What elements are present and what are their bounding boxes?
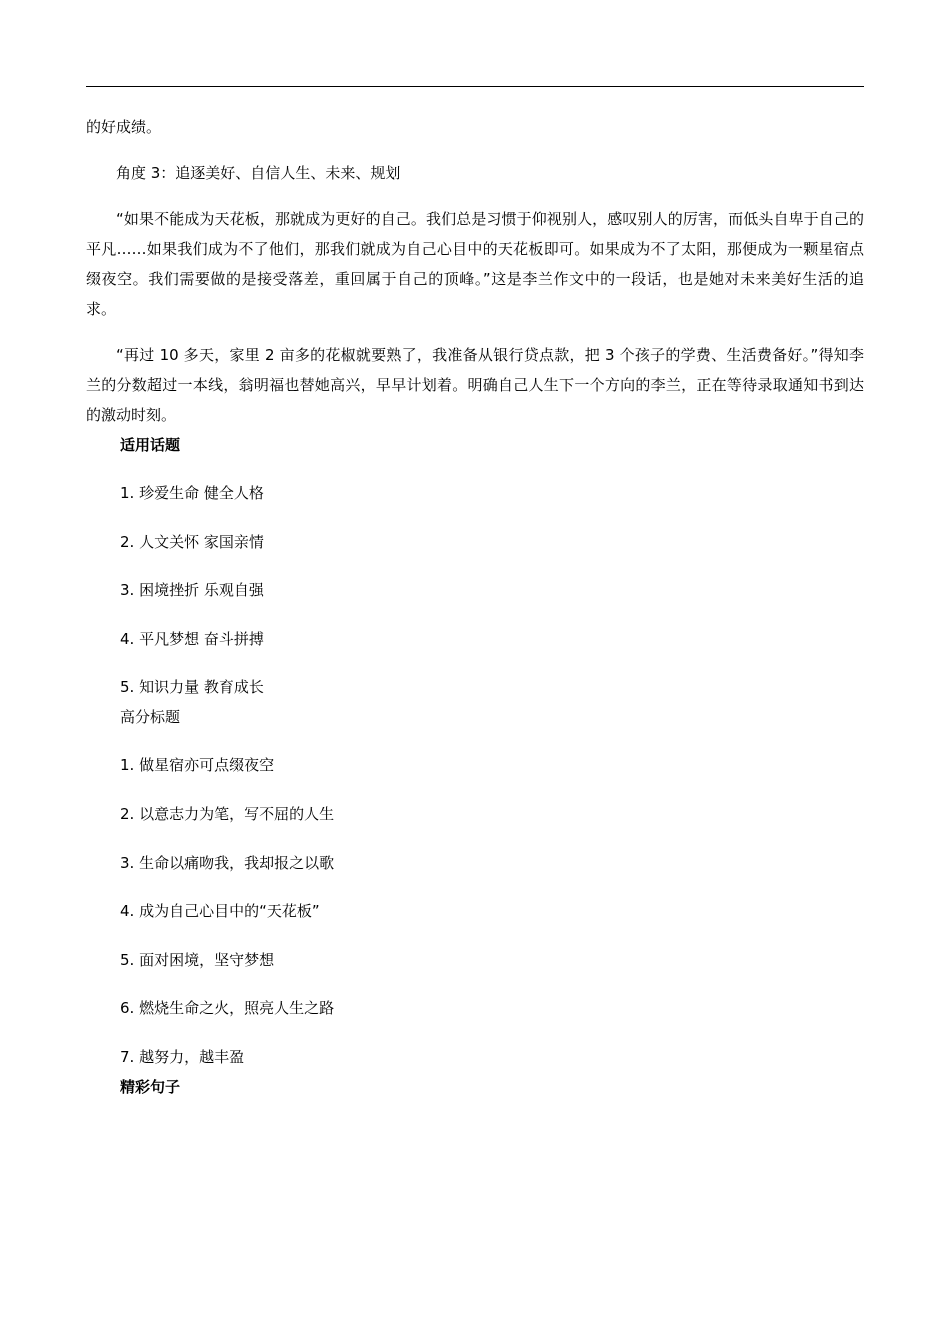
- sentences-heading: 精彩句子: [120, 1077, 181, 1096]
- document-body: [86, 112, 864, 1102]
- angle-3-heading: 角度 3：追逐美好、自信人生、未来、规划: [116, 164, 401, 182]
- paragraph-quote-pepper: “再过 10 多天，家里 2 亩多的花椒就要熟了，我准备从银行贷点款，把 3 个孩子的学费、生活费备好。”得知李兰的分数超过一本线，翁明福也替她高兴，早早计划着。明确自己人生下一个方向的李兰，正在等待录取通知书到达的激动时刻。: [86, 346, 864, 424]
- paragraph-quote-ceiling: “如果不能成为天花板，那就成为更好的自己。我们总是习惯于仰视别人，感叹别人的厉害，而低头自卑于自己的平凡……如果我们成为不了他们，那我们就成为自己心目中的天花板即可。如果成为不了太阳，那便成为一颗星宿点缀夜空。我们需要做的是接受落差，重回属于自己的顶峰。”这是李兰作文中的一段话，也是她对未来美好生活的追求。: [86, 210, 864, 318]
- list-item: 5. 面对困境，坚守梦想: [120, 950, 275, 969]
- titles-heading: 高分标题: [120, 708, 181, 727]
- list-item: 1. 珍爱生命 健全人格: [120, 484, 264, 502]
- titles-list: [86, 750, 864, 1072]
- paragraph-continuation: 的好成绩。: [86, 118, 162, 136]
- list-item: 4. 平凡梦想 奋斗拼搏: [120, 629, 264, 648]
- list-item: 4. 成为自己心目中的“天花板”: [120, 902, 320, 921]
- topics-heading: 适用话题: [120, 436, 181, 454]
- list-item: 3. 生命以痛吻我，我却报之以歌: [120, 853, 335, 872]
- list-item: 1. 做星宿亦可点缀夜空: [120, 756, 275, 775]
- list-item: 2. 以意志力为笔，写不屈的人生: [120, 804, 335, 823]
- list-item: 3. 困境挫折 乐观自强: [120, 581, 264, 600]
- topics-list: [86, 478, 864, 702]
- header-rule: [86, 86, 864, 87]
- list-item: 5. 知识力量 教育成长: [120, 678, 264, 697]
- list-item: 2. 人文关怀 家国亲情: [120, 532, 264, 551]
- list-item: 7. 越努力，越丰盈: [120, 1047, 245, 1066]
- list-item: 6. 燃烧生命之火，照亮人生之路: [120, 999, 335, 1018]
